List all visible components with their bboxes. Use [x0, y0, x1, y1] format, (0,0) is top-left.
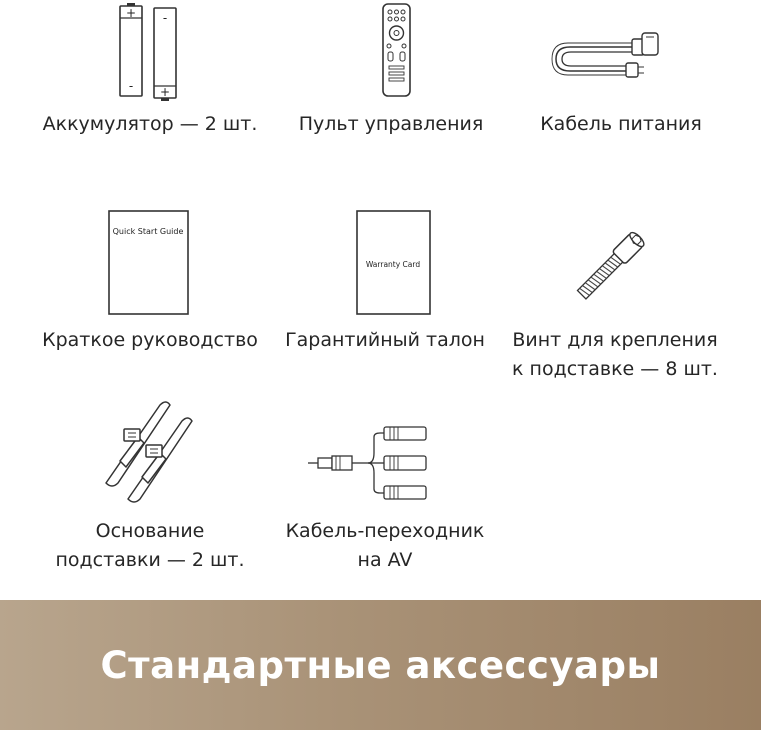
- accessory-batteries: [23, 0, 277, 150]
- svg-text:+: +: [159, 85, 171, 99]
- accessory-power-cable: [494, 0, 748, 150]
- accessory-quick-start-guide: [23, 200, 277, 390]
- accessory-remote: [264, 0, 518, 150]
- caption-line: Винт для крепления: [512, 329, 718, 351]
- caption: [258, 326, 512, 355]
- screw-icon: [565, 220, 655, 310]
- caption: [23, 326, 277, 355]
- caption: [488, 326, 742, 384]
- stand-feet-icon: [98, 397, 208, 505]
- av-adapter-cable-icon: [308, 423, 428, 503]
- svg-text:-: -: [162, 11, 168, 25]
- caption-line: Кабель питания: [540, 113, 702, 135]
- caption-line: Аккумулятор — 2 шт.: [42, 113, 258, 135]
- caption-line: Краткое руководство: [42, 329, 258, 351]
- caption: [494, 110, 748, 139]
- caption: [264, 110, 518, 139]
- caption-line: Кабель-переходник: [285, 520, 485, 542]
- accessory-stand-feet: [23, 395, 277, 585]
- accessory-screw: [488, 200, 742, 390]
- accessory-av-adapter: [258, 395, 512, 585]
- banner-title: Стандартные аксессуары: [100, 643, 661, 687]
- caption: [258, 517, 512, 575]
- remote-control-icon: [381, 2, 413, 98]
- accessory-warranty-card: [258, 200, 512, 390]
- caption-line: Гарантийный талон: [285, 329, 485, 351]
- caption-line: Основание: [95, 520, 205, 542]
- footer-banner: [0, 600, 761, 730]
- caption-line: к подставке — 8 шт.: [512, 358, 718, 380]
- caption: [23, 110, 277, 139]
- batteries-icon: [113, 4, 193, 100]
- caption-line: на AV: [357, 549, 413, 571]
- svg-text:-: -: [128, 79, 134, 93]
- caption: [23, 517, 277, 575]
- warranty-card-label: Warranty Card: [365, 260, 421, 269]
- svg-text:+: +: [125, 6, 137, 20]
- quick-start-guide-icon: [108, 210, 190, 316]
- caption-line: Пульт управления: [298, 113, 484, 135]
- power-cable-icon: [552, 25, 660, 81]
- warranty-card-icon: [356, 210, 432, 316]
- guide-cover-label: Quick Start Guide: [112, 227, 184, 236]
- caption-line: подставки — 2 шт.: [55, 549, 245, 571]
